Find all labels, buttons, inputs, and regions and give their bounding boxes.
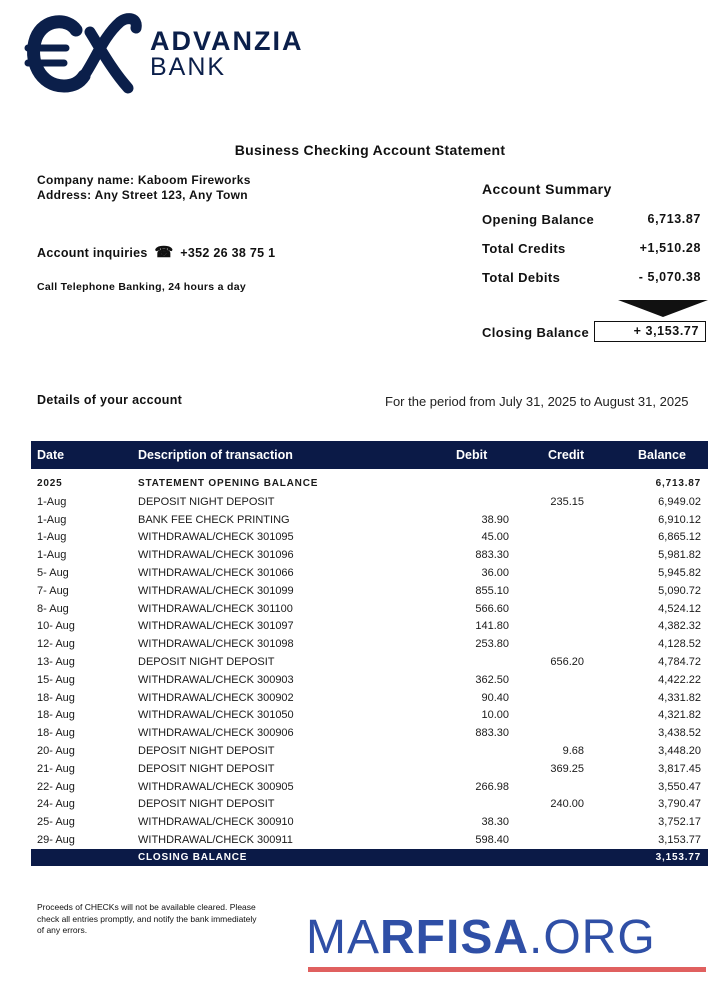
table-row — [31, 529, 708, 547]
phone-number: +352 26 38 75 1 — [180, 246, 276, 260]
row-balance: 6,949.02 — [658, 495, 701, 508]
table-row — [31, 618, 708, 636]
row-date: 24- Aug — [37, 798, 75, 811]
watermark — [306, 912, 656, 964]
row-balance: 3,550.47 — [658, 780, 701, 793]
col-credit: Credit — [548, 448, 585, 462]
row-date: 7- Aug — [37, 584, 69, 597]
col-date: Date — [37, 448, 65, 462]
table-row — [31, 761, 708, 779]
row-date: 12- Aug — [37, 638, 75, 651]
table-header — [31, 441, 708, 469]
total-debits-label: Total Debits — [482, 270, 561, 285]
table-row — [31, 583, 708, 601]
row-balance: 4,321.82 — [658, 709, 701, 722]
opening-balance-label: Opening Balance — [482, 212, 595, 227]
row-debit: 45.00 — [481, 531, 509, 544]
row-balance: 3,153.77 — [658, 833, 701, 846]
row-balance: 3,448.20 — [658, 744, 701, 757]
table-row — [31, 779, 708, 797]
inquiries-label: Account inquiries — [37, 246, 148, 260]
row-balance: 4,422.22 — [658, 673, 701, 686]
statement-period: For the period from July 31, 2025 to August 31, 2025 — [385, 394, 689, 409]
table-row — [31, 672, 708, 690]
row-debit: 36.00 — [481, 566, 509, 579]
bank-name-sub: BANK — [150, 53, 227, 81]
table-row — [31, 654, 708, 672]
opening-year: 2025 — [37, 478, 63, 489]
row-description: WITHDRAWAL/CHECK 301098 — [138, 638, 294, 651]
closing-desc: CLOSING BALANCE — [138, 852, 248, 863]
table-row — [31, 636, 708, 654]
bank-logo-icon — [24, 8, 144, 98]
company-name: Company name: Kaboom Fireworks — [37, 173, 251, 187]
row-date: 5- Aug — [37, 566, 69, 579]
opening-balance: 6,713.87 — [655, 478, 701, 489]
row-debit: 266.98 — [475, 780, 509, 793]
summary-heading: Account Summary — [482, 181, 612, 197]
row-balance: 5,945.82 — [658, 566, 701, 579]
footer-note: Proceeds of CHECKs will not be available cleared. Please check all entries promptly, and notify the bank immediately of any errors. — [37, 902, 257, 935]
table-row — [31, 832, 708, 850]
row-balance: 5,981.82 — [658, 549, 701, 562]
row-balance: 3,438.52 — [658, 727, 701, 740]
row-debit: 38.90 — [481, 513, 509, 526]
row-debit: 38.30 — [481, 816, 509, 829]
col-balance: Balance — [638, 448, 686, 462]
row-debit: 598.40 — [475, 833, 509, 846]
watermark-part-c: .ORG — [529, 911, 656, 964]
row-balance: 4,331.82 — [658, 691, 701, 704]
closing-balance-row — [31, 849, 708, 866]
row-date: 18- Aug — [37, 691, 75, 704]
total-credits-value: +1,510.28 — [639, 241, 701, 255]
row-description: WITHDRAWAL/CHECK 300902 — [138, 691, 294, 704]
banking-hours: Call Telephone Banking, 24 hours a day — [37, 281, 247, 293]
row-date: 22- Aug — [37, 780, 75, 793]
row-balance: 6,865.12 — [658, 531, 701, 544]
row-balance: 3,790.47 — [658, 798, 701, 811]
closing-balance: 3,153.77 — [655, 852, 701, 863]
row-description: DEPOSIT NIGHT DEPOSIT — [138, 495, 275, 508]
table-row — [31, 494, 708, 512]
col-description: Description of transaction — [138, 448, 293, 462]
table-row — [31, 796, 708, 814]
row-description: WITHDRAWAL/CHECK 301100 — [138, 602, 293, 615]
row-date: 20- Aug — [37, 744, 75, 757]
row-credit: 656.20 — [550, 655, 584, 668]
row-description: DEPOSIT NIGHT DEPOSIT — [138, 655, 275, 668]
row-credit: 240.00 — [550, 798, 584, 811]
row-debit: 141.80 — [475, 620, 509, 633]
row-debit: 362.50 — [475, 673, 509, 686]
row-credit: 9.68 — [562, 744, 584, 757]
table-row — [31, 601, 708, 619]
row-date: 8- Aug — [37, 602, 69, 615]
row-description: WITHDRAWAL/CHECK 301099 — [138, 584, 294, 597]
row-description: WITHDRAWAL/CHECK 300906 — [138, 727, 294, 740]
col-debit: Debit — [456, 448, 488, 462]
total-debits-value: - 5,070.38 — [638, 270, 701, 284]
opening-balance-value: 6,713.87 — [647, 212, 701, 226]
watermark-part-a: MA — [306, 911, 380, 964]
row-description: WITHDRAWAL/CHECK 300905 — [138, 780, 294, 793]
row-date: 1-Aug — [37, 531, 67, 544]
row-balance: 4,382.32 — [658, 620, 701, 633]
table-row — [31, 725, 708, 743]
row-date: 1-Aug — [37, 495, 67, 508]
row-balance: 4,128.52 — [658, 638, 701, 651]
row-balance: 3,752.17 — [658, 816, 701, 829]
row-date: 15- Aug — [37, 673, 75, 686]
row-date: 18- Aug — [37, 727, 75, 740]
row-date: 18- Aug — [37, 709, 75, 722]
row-date: 1-Aug — [37, 549, 67, 562]
row-debit: 10.00 — [481, 709, 509, 722]
table-row — [31, 690, 708, 708]
closing-balance-value: + 3,153.77 — [594, 321, 706, 342]
row-date: 1-Aug — [37, 513, 67, 526]
row-debit: 883.30 — [475, 549, 509, 562]
opening-desc: STATEMENT OPENING BALANCE — [138, 478, 319, 489]
row-debit: 883.30 — [475, 727, 509, 740]
opening-row — [31, 476, 708, 494]
row-description: DEPOSIT NIGHT DEPOSIT — [138, 762, 275, 775]
transaction-table — [31, 476, 708, 850]
row-description: WITHDRAWAL/CHECK 300911 — [138, 833, 293, 846]
row-description: WITHDRAWAL/CHECK 301096 — [138, 549, 294, 562]
total-credits-label: Total Credits — [482, 241, 566, 256]
row-date: 25- Aug — [37, 816, 75, 829]
table-row — [31, 707, 708, 725]
row-date: 29- Aug — [37, 833, 75, 846]
row-balance: 3,817.45 — [658, 762, 701, 775]
watermark-underline — [308, 967, 706, 972]
row-balance: 4,524.12 — [658, 602, 701, 615]
row-description: WITHDRAWAL/CHECK 301097 — [138, 620, 294, 633]
details-label: Details of your account — [37, 393, 183, 407]
row-description: BANK FEE CHECK PRINTING — [138, 513, 290, 526]
row-description: WITHDRAWAL/CHECK 301050 — [138, 709, 294, 722]
transaction-rows — [31, 494, 708, 850]
arrow-down-icon — [618, 300, 708, 317]
row-date: 13- Aug — [37, 655, 75, 668]
table-row — [31, 512, 708, 530]
row-description: WITHDRAWAL/CHECK 301095 — [138, 531, 294, 544]
table-row — [31, 743, 708, 761]
row-debit: 566.60 — [475, 602, 509, 615]
row-date: 10- Aug — [37, 620, 75, 633]
row-description: WITHDRAWAL/CHECK 301066 — [138, 566, 294, 579]
row-debit: 253.80 — [475, 638, 509, 651]
closing-balance-label: Closing Balance — [482, 325, 590, 340]
row-credit: 369.25 — [550, 762, 584, 775]
watermark-part-b: RFISA — [380, 911, 529, 964]
company-address: Address: Any Street 123, Any Town — [37, 188, 248, 202]
row-balance: 6,910.12 — [658, 513, 701, 526]
table-row — [31, 814, 708, 832]
account-inquiries — [37, 243, 275, 261]
row-balance: 5,090.72 — [658, 584, 701, 597]
table-row — [31, 547, 708, 565]
row-debit: 90.40 — [481, 691, 509, 704]
row-debit: 855.10 — [475, 584, 509, 597]
row-description: WITHDRAWAL/CHECK 300910 — [138, 816, 294, 829]
telephone-icon: ☎ — [154, 244, 174, 261]
row-description: DEPOSIT NIGHT DEPOSIT — [138, 798, 275, 811]
row-description: DEPOSIT NIGHT DEPOSIT — [138, 744, 275, 757]
table-row — [31, 565, 708, 583]
bank-name: ADVANZIA — [150, 26, 304, 56]
row-credit: 235.15 — [550, 495, 584, 508]
row-date: 21- Aug — [37, 762, 75, 775]
row-description: WITHDRAWAL/CHECK 300903 — [138, 673, 294, 686]
statement-title: Business Checking Account Statement — [234, 142, 506, 158]
row-balance: 4,784.72 — [658, 655, 701, 668]
